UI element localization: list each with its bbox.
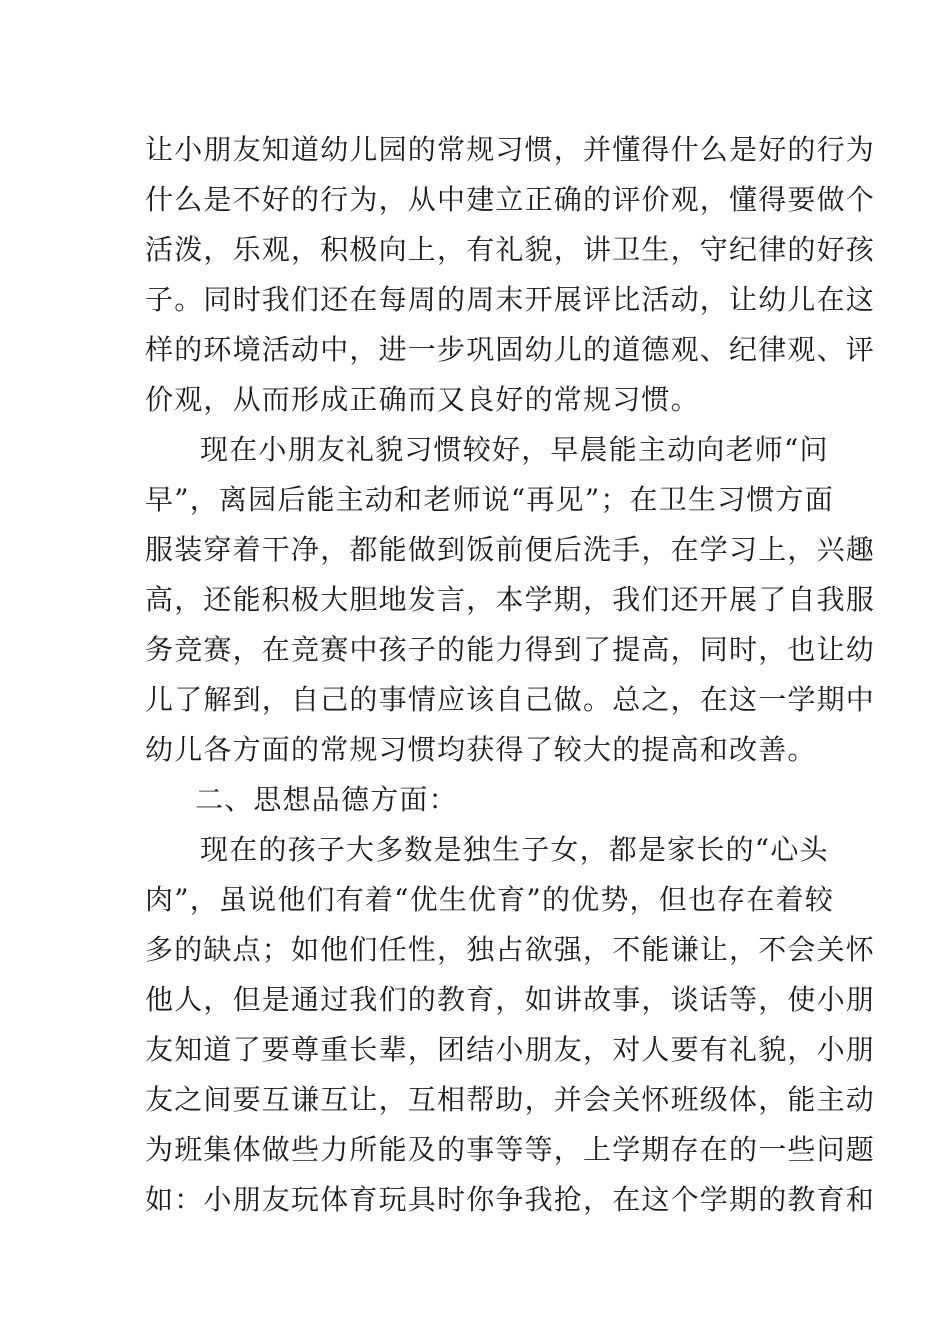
paragraph-2-line-5: 务竞赛，在竞赛中孩子的能力得到了提高，同时，也让幼 <box>145 633 876 666</box>
paragraph-3-line-2: 肉”，虽说他们有着“优生优育”的优势，但也存在着较 <box>145 883 834 916</box>
paragraph-1-line-6: 价观，从而形成正确而又良好的常规习惯。 <box>145 383 700 416</box>
paragraph-2-line-4: 高，还能积极大胆地发言，本学期，我们还开展了自我服 <box>145 583 876 616</box>
paragraph-2-line-7: 幼儿各方面的常规习惯均获得了较大的提高和改善。 <box>145 733 817 766</box>
paragraph-2-line-3: 服装穿着干净，都能做到饭前便后洗手，在学习上，兴趣 <box>145 533 876 566</box>
paragraph-2-line-6: 儿了解到，自己的事情应该自己做。总之，在这一学期中 <box>145 683 876 716</box>
paragraph-3-line-5: 友知道了要尊重长辈，团结小朋友，对人要有礼貌，小朋 <box>145 1033 876 1066</box>
paragraph-1-line-4: 子。同时我们还在每周的周末开展评比活动，让幼儿在这 <box>145 283 876 316</box>
paragraph-3-line-4: 他人，但是通过我们的教育，如讲故事，谈话等，使小朋 <box>145 983 876 1016</box>
paragraph-3-line-6: 友之间要互谦互让，互相帮助，并会关怀班级体，能主动 <box>145 1083 876 1116</box>
paragraph-1-line-5: 样的环境活动中，进一步巩固幼儿的道德观、纪律观、评 <box>145 333 876 366</box>
paragraph-3-line-3: 多的缺点；如他们任性，独占欲强，不能谦让，不会关怀 <box>145 933 876 966</box>
paragraph-3-line-7: 为班集体做些力所能及的事等等，上学期存在的一些问题 <box>145 1133 876 1166</box>
paragraph-3-line-8: 如：小朋友玩体育玩具时你争我抢，在这个学期的教育和 <box>145 1183 876 1216</box>
section-heading: 二、思想品德方面： <box>195 783 458 816</box>
paragraph-1-line-3: 活泼，乐观，积极向上，有礼貌，讲卫生，守纪律的好孩 <box>145 233 876 266</box>
paragraph-1-line-1: 让小朋友知道幼儿园的常规习惯，并懂得什么是好的行为 <box>145 133 876 166</box>
paragraph-2-line-1: 现在小朋友礼貌习惯较好，早晨能主动向老师“问 <box>200 433 829 466</box>
paragraph-2-line-2: 早”，离园后能主动和老师说“再见”；在卫生习惯方面 <box>145 483 834 516</box>
paragraph-1-line-2: 什么是不好的行为，从中建立正确的评价观，懂得要做个 <box>145 183 876 216</box>
paragraph-3-line-1: 现在的孩子大多数是独生子女，都是家长的“心头 <box>200 833 829 866</box>
